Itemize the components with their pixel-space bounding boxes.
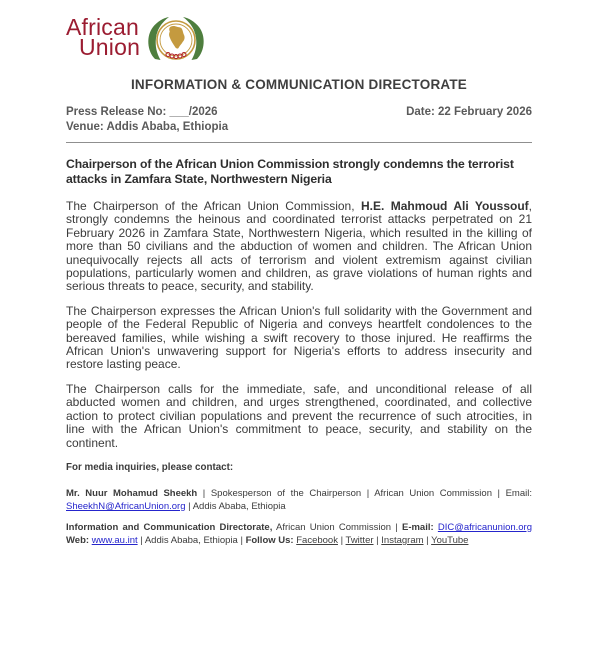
spokesperson-name: Mr. Nuur Mohamud Sheekh bbox=[66, 487, 198, 499]
directorate-contact-block bbox=[66, 521, 532, 547]
website-link[interactable]: www.au.int bbox=[91, 534, 138, 546]
directorate-heading: INFORMATION & COMMUNICATION DIRECTORATE bbox=[130, 77, 468, 92]
chairperson-name: H.E. Mahmoud Ali Youssouf bbox=[360, 199, 529, 213]
directorate-location: | Addis Ababa, Ethiopia | bbox=[137, 534, 246, 546]
instagram-link[interactable]: Instagram bbox=[381, 534, 424, 546]
release-date: Date: 22 February 2026 bbox=[406, 106, 532, 118]
spokesperson-location: | Addis Ababa, Ethiopia bbox=[185, 500, 286, 512]
paragraph-condemnation bbox=[66, 200, 532, 294]
logo-word-union: Union bbox=[79, 34, 141, 60]
logo-word-african: African bbox=[66, 14, 139, 40]
social-separator: | bbox=[423, 534, 432, 546]
spokesperson-contact-line1 bbox=[66, 487, 532, 500]
press-release-title: Chairperson of the African Union Commission strongly condemns the terrorist attacks in Zamfara State, Northwestern Nigeria bbox=[66, 157, 514, 186]
au-logo-wordmark bbox=[66, 14, 141, 60]
follow-us-label: Follow Us: bbox=[245, 534, 297, 546]
header-logo-row bbox=[66, 14, 532, 66]
press-release-number: Press Release No: ___/2026 bbox=[66, 106, 218, 118]
social-separator: | bbox=[337, 534, 346, 546]
paragraph-rest: , strongly condemns the heinous and coordinated terrorist attacks perpetrated on 21 February 2026 in Zamfara State, Northwestern Nigeria, which resulted in the killing of more than 50 civilians and the abduction of women and children. The African Union unequivocally rejects all acts of terrorism and violent extremism against civilian populations, particularly women and children, as grave violations of human rights and serious threats to peace, security, and stability. bbox=[66, 199, 532, 294]
directorate-contact-line1 bbox=[66, 521, 532, 534]
youtube-link[interactable]: YouTube bbox=[431, 534, 469, 546]
directorate-name: Information and Communication Directorate, bbox=[66, 521, 273, 533]
paragraph-lead: The Chairperson of the African Union Commission, bbox=[66, 199, 361, 213]
directorate-email-link[interactable]: DIC@africanunion.org bbox=[437, 521, 533, 533]
web-label: Web: bbox=[66, 534, 92, 546]
spokesperson-contact-block bbox=[66, 487, 532, 513]
social-separator: | bbox=[373, 534, 382, 546]
facebook-link[interactable]: Facebook bbox=[296, 534, 338, 546]
directorate-org: African Union Commission | bbox=[272, 521, 402, 533]
spokesperson-roles: | Spokesperson of the Chairperson | African Union Commission | Email: bbox=[197, 487, 532, 499]
spokesperson-email-link[interactable]: SheekhN@AfricanUnion.org bbox=[66, 500, 186, 512]
release-venue: Venue: Addis Ababa, Ethiopia bbox=[66, 121, 229, 133]
release-meta-row bbox=[66, 105, 532, 119]
african-union-emblem-icon bbox=[143, 14, 209, 68]
directorate-contact-line2 bbox=[66, 534, 532, 547]
media-inquiries-heading: For media inquiries, please contact: bbox=[66, 461, 234, 473]
divider-rule bbox=[66, 142, 532, 143]
spokesperson-contact-line2 bbox=[66, 500, 532, 513]
email-label: E-mail: bbox=[401, 521, 438, 533]
twitter-link[interactable]: Twitter bbox=[345, 534, 374, 546]
paragraph-solidarity: The Chairperson expresses the African Union's full solidarity with the Government and people of the Federal Republic of Nigeria and conveys heartfelt condolences to the bereaved families, while wishing a swift recovery to those injured. He reaffirms the African Union's unwavering support for Nigeria's efforts to address insecurity and restore lasting peace. bbox=[66, 303, 532, 372]
paragraph-call-to-action: The Chairperson calls for the immediate, safe, and unconditional release of all abducted women and children, and urges strengthened, coordinated, and collective action to protect civilian populations and prevent the recurrence of such atrocities, in line with the African Union's commitment to peace, security, and stability on the continent. bbox=[66, 381, 532, 450]
